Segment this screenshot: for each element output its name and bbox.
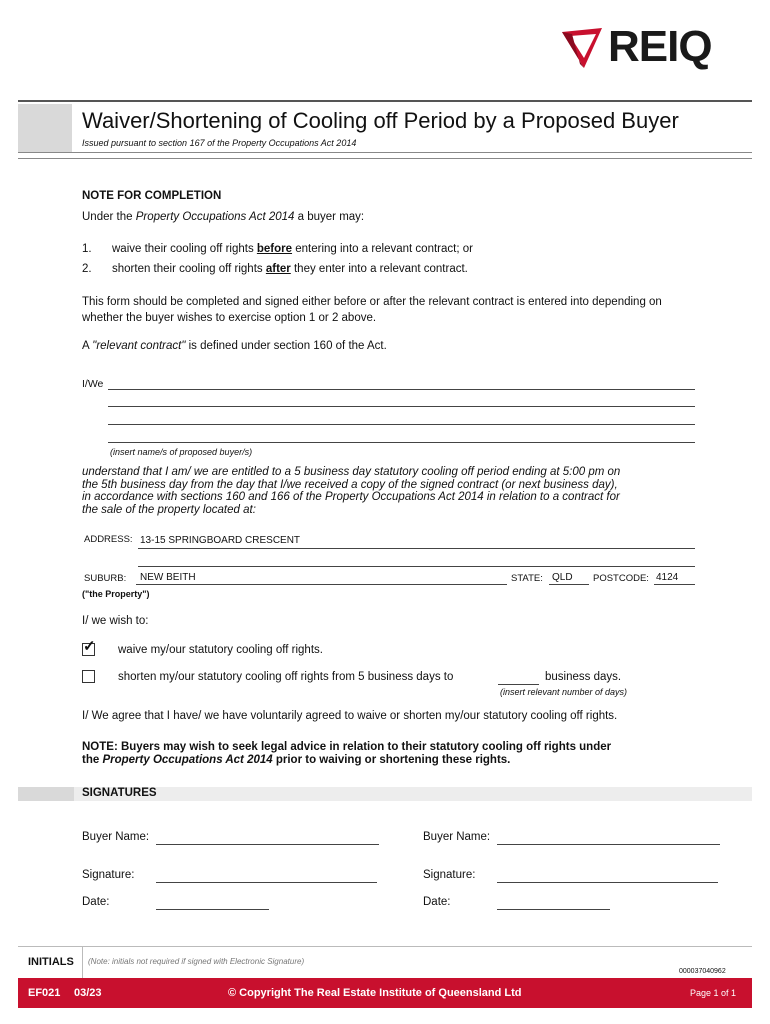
state-line — [549, 584, 589, 585]
buyers-hint: (insert name/s of proposed buyer/s) — [110, 447, 253, 457]
address-line — [138, 548, 695, 549]
reiq-logo-icon — [558, 24, 606, 72]
date-field-1[interactable] — [156, 909, 269, 910]
understand-text: understand that I am/ we are entitled to a 5 business day statutory cooling off period ending at 5:00 pm on the 5th business day from the day that I/we received a copy of the signed contract (or next business day), in accordance with sections 160 and 166 of the Property Occupations Act 2014 in relation to a contract for the sale of the property located at: — [82, 466, 621, 516]
copyright: © Copyright The Real Estate Institute of Queensland Ltd — [228, 987, 522, 999]
shorten-option-suffix: business days. — [545, 671, 622, 683]
note-item-1: waive their cooling off rights before entering into a relevant contract; or — [112, 243, 473, 255]
waive-checkbox[interactable] — [82, 638, 96, 656]
signatures-heading-bar — [74, 787, 752, 801]
note-para-line-2: whether the buyer wishes to exercise option 1 or 2 above. — [82, 312, 377, 324]
wish-label: I/ we wish to: — [82, 615, 149, 627]
initials-label: INITIALS — [28, 956, 74, 968]
buyer-name-line-2[interactable] — [108, 406, 695, 407]
buyers-label: I/We — [82, 378, 104, 390]
signatures-heading: SIGNATURES — [82, 787, 157, 799]
note-item-2-num: 2. — [82, 263, 92, 275]
buyer-name-line-3[interactable] — [108, 424, 695, 425]
initials-divider — [82, 946, 83, 978]
state-label: STATE: — [511, 573, 543, 584]
address-line-2 — [138, 566, 695, 567]
suburb-value[interactable]: NEW BEITH — [140, 572, 196, 583]
postcode-label: POSTCODE: — [593, 573, 649, 584]
initials-note: (Note: initials not required if signed with Electronic Signature) — [88, 957, 305, 966]
document-number: 000037040962 — [679, 968, 726, 975]
suburb-line — [136, 584, 507, 585]
date-label-1: Date: — [82, 896, 110, 908]
address-label: ADDRESS: — [84, 534, 133, 545]
header-bottom-rule-2 — [18, 158, 752, 159]
date-field-2[interactable] — [497, 909, 610, 910]
buyer-name-line-1[interactable] — [108, 389, 695, 390]
form-date: 03/23 — [74, 987, 102, 999]
footer-bar — [18, 978, 752, 1008]
suburb-label: SUBURB: — [84, 573, 127, 584]
page-number: Page 1 of 1 — [690, 988, 737, 998]
address-value[interactable]: 13-15 SPRINGBOARD CRESCENT — [140, 535, 301, 546]
form-code: EF021 — [28, 987, 61, 999]
relevant-contract-definition: A "relevant contract" is defined under section 160 of the Act. — [82, 340, 387, 352]
signature-field-1[interactable] — [156, 882, 377, 883]
buyer-name-field-1[interactable] — [156, 844, 379, 845]
note-item-2: shorten their cooling off rights after they enter into a relevant contract. — [112, 263, 468, 275]
buyer-name-label-1: Buyer Name: — [82, 831, 150, 843]
signature-field-2[interactable] — [497, 882, 718, 883]
check-icon: ✓ — [83, 638, 96, 655]
initials-top-rule — [18, 946, 752, 947]
header-top-rule — [18, 100, 752, 102]
note-heading: NOTE FOR COMPLETION — [82, 190, 222, 202]
buyer-name-line-4[interactable] — [108, 442, 695, 443]
note-item-1-num: 1. — [82, 243, 92, 255]
postcode-line — [654, 584, 695, 585]
buyer-name-field-2[interactable] — [497, 844, 720, 845]
shorten-days-field[interactable] — [498, 684, 539, 685]
signatures-grey-block — [18, 787, 74, 801]
note-intro: Under the Property Occupations Act 2014 a buyer may: — [82, 211, 365, 223]
header-grey-block — [18, 104, 72, 152]
date-label-2: Date: — [423, 896, 451, 908]
postcode-value[interactable]: 4124 — [656, 572, 679, 583]
buyer-name-label-2: Buyer Name: — [423, 831, 491, 843]
shorten-days-hint: (insert relevant number of days) — [500, 687, 628, 697]
waive-option-label: waive my/our statutory cooling off rights. — [118, 644, 323, 656]
header-bottom-rule — [18, 152, 752, 153]
legal-advice-note: NOTE: Buyers may wish to seek legal advice in relation to their statutory cooling off rights under the Property Occupations Act 2014 prior to waiving or shortening these rights. — [82, 741, 612, 766]
logo-text: REIQ — [608, 22, 712, 71]
property-label: ("the Property") — [82, 589, 150, 599]
page-title: Waiver/Shortening of Cooling off Period by a Proposed Buyer — [82, 108, 679, 133]
shorten-option-label: shorten my/our statutory cooling off rights from 5 business days to — [118, 671, 454, 683]
state-value[interactable]: QLD — [552, 572, 573, 583]
shorten-checkbox[interactable] — [82, 670, 95, 683]
reiq-logo — [558, 24, 758, 74]
note-para-line-1: This form should be completed and signed either before or after the relevant contract is entered into depending on — [82, 296, 662, 308]
page-subtitle: Issued pursuant to section 167 of the Property Occupations Act 2014 — [82, 138, 357, 148]
agreement-text: I/ We agree that I have/ we have voluntarily agreed to waive or shorten my/our statutory cooling off rights. — [82, 710, 618, 722]
signature-label-1: Signature: — [82, 869, 135, 881]
signature-label-2: Signature: — [423, 869, 476, 881]
